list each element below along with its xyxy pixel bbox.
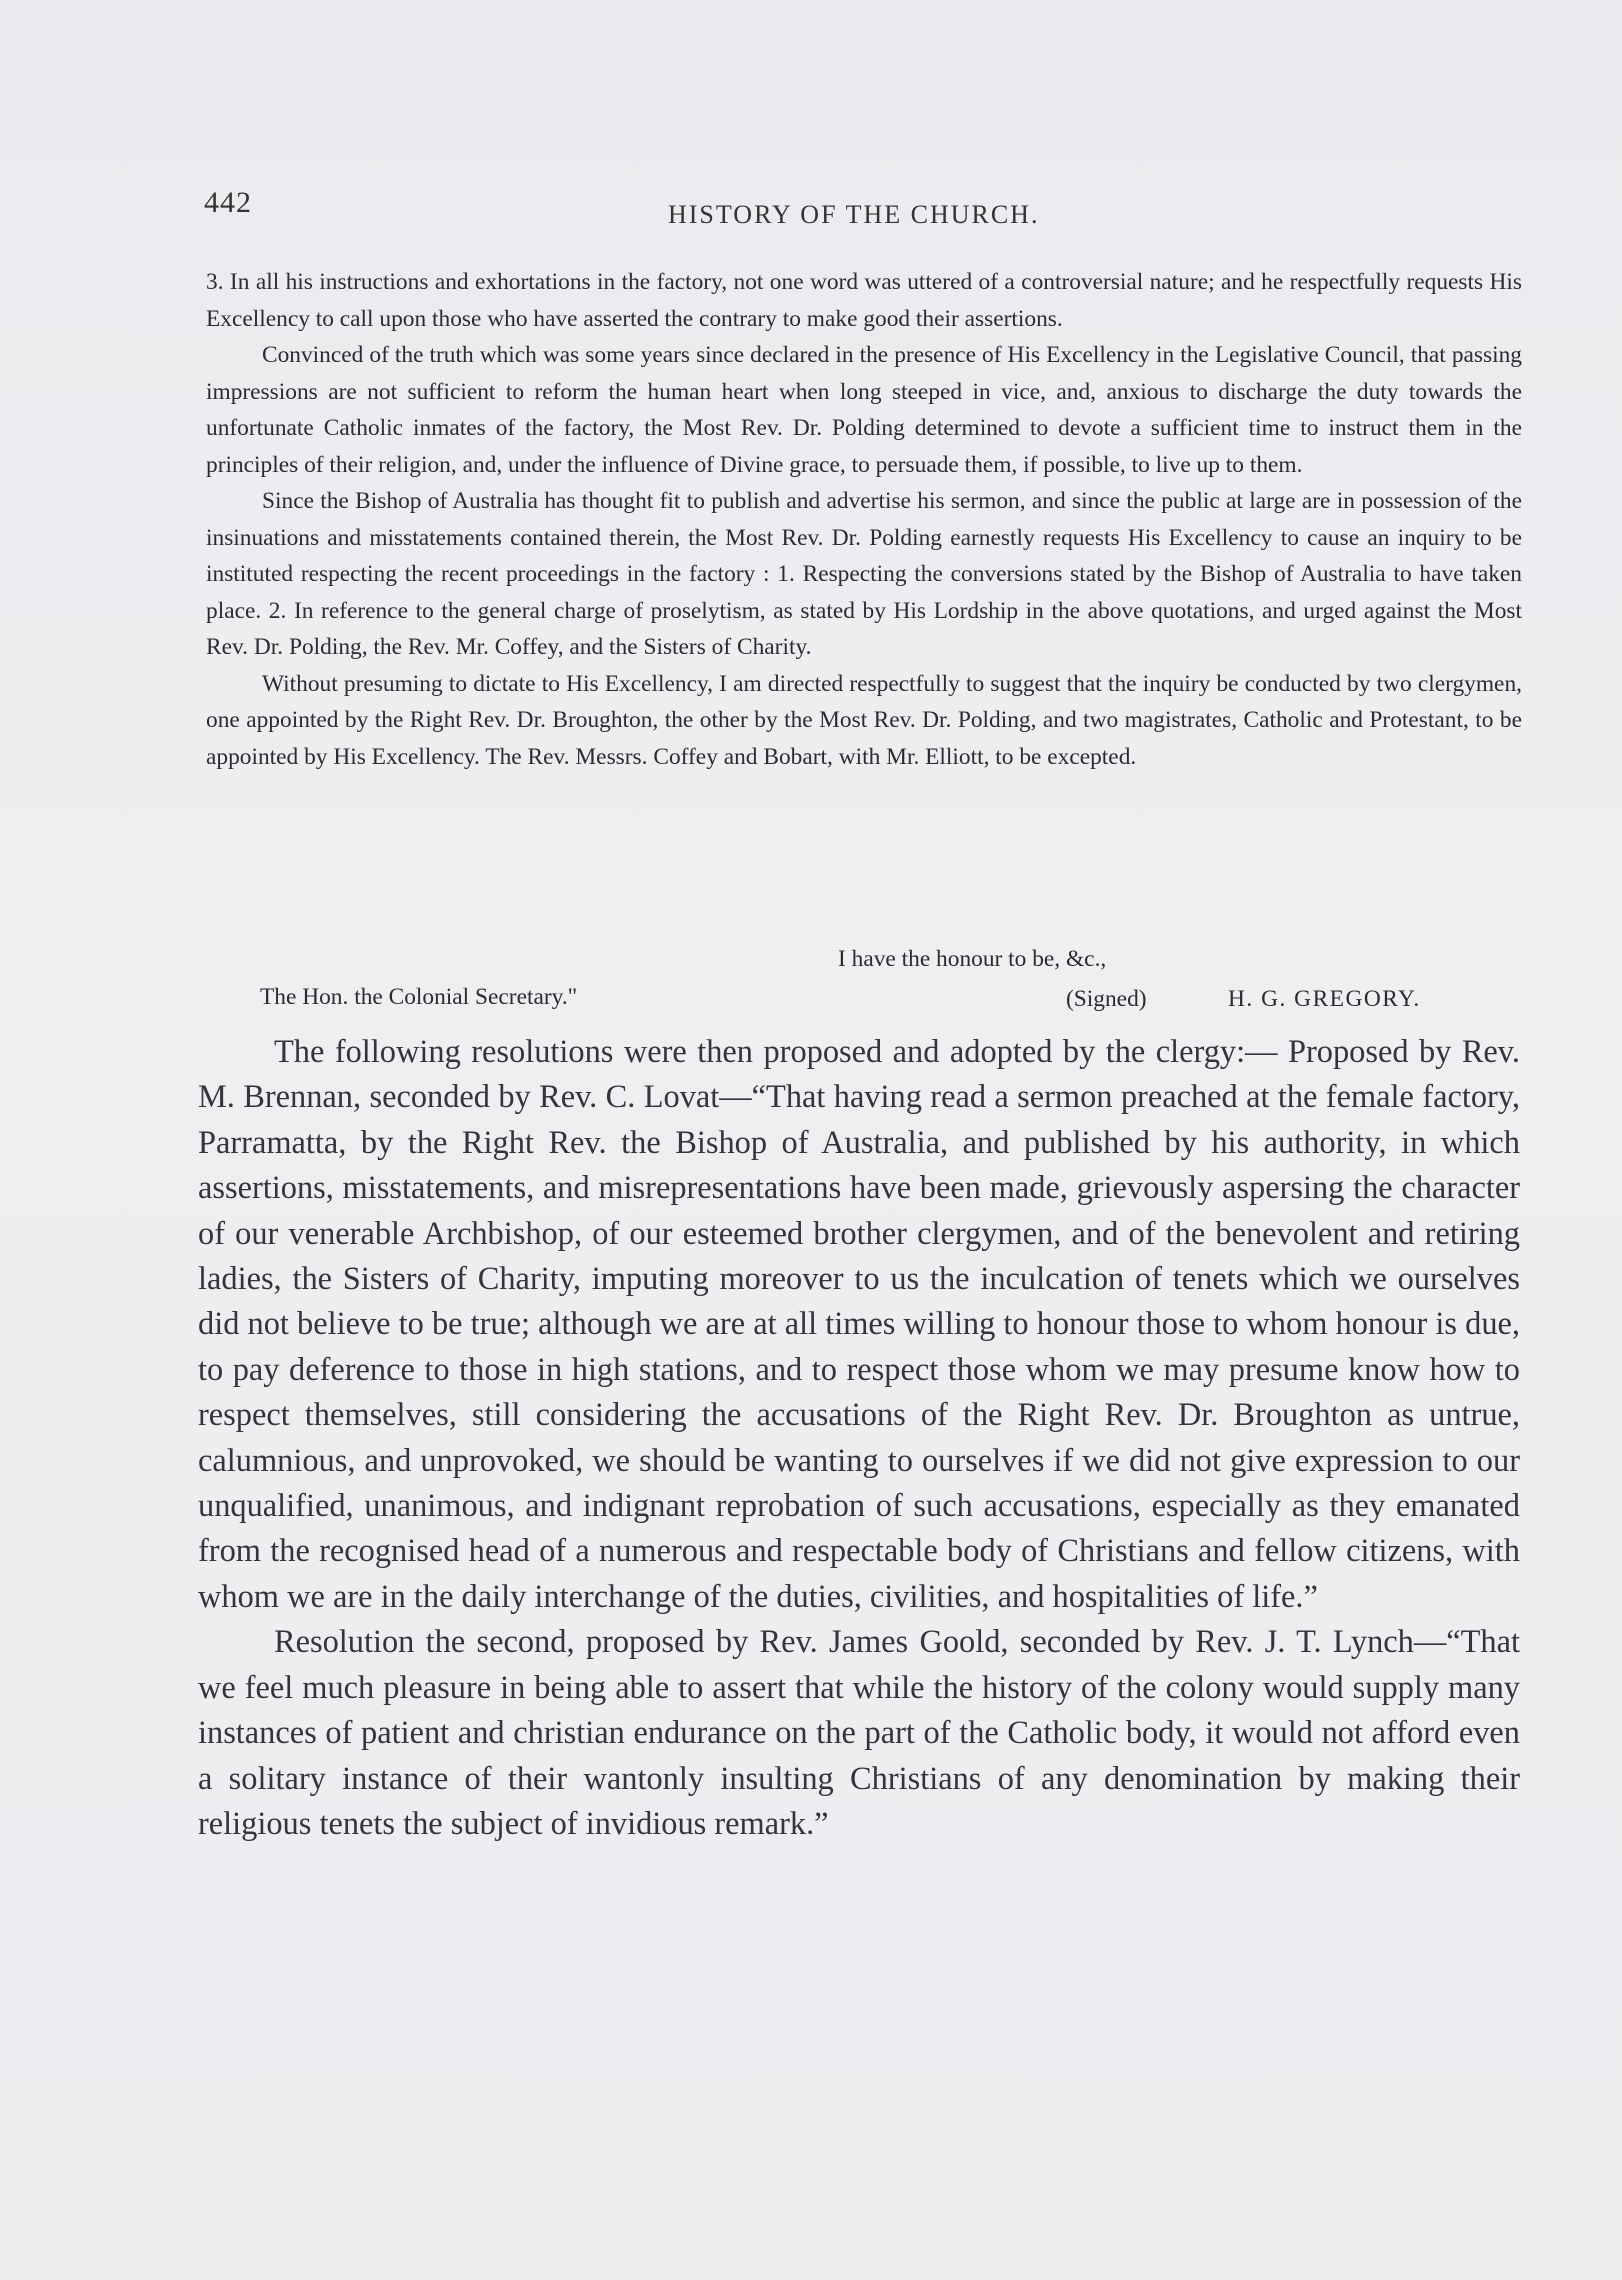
running-title: HISTORY OF THE CHURCH.: [668, 200, 1040, 229]
signed-label: (Signed): [1066, 986, 1147, 1012]
signature: H. G. GREGORY.: [1228, 986, 1421, 1012]
letter-paragraph: Since the Bishop of Australia has thought fit to publish and advertise his sermon, and since the public at large are in possession of the insinuations and misstatements contained therein, the Most Rev. Dr. Polding earnestly requests His Excellency to cause an inquiry to be instituted respecting the recent proceedings in the factory : 1. Respecting the conversions stated by the Bishop of Australia to have taken place. 2. In reference to the general charge of proselytism, as stated by His Lordship in the above quotations, and urged against the Most Rev. Dr. Polding, the Rev. Mr. Coffey, and the Sisters of Charity.: [206, 488, 1522, 660]
letter-closing: I have the honour to be, &c.,: [838, 946, 1107, 972]
page-number: 442: [204, 186, 252, 219]
letter-paragraph: Convinced of the truth which was some years since declared in the presence of His Excellency in the Legislative Council, that passing impressions are not sufficient to reform the human heart when long steeped in vice, and, anxious to discharge the duty towards the unfortunate Catholic inmates of the factory, the Most Rev. Dr. Polding determined to devote a sufficient time to instruct them in the principles of their religion, and, under the influence of Divine grace, to persuade them, if possible, to live up to them.: [206, 342, 1522, 478]
main-text: [198, 1030, 1520, 1847]
body-paragraph: Resolution the second, proposed by Rev. James Goold, seconded by Rev. J. T. Lynch—“That we feel much pleasure in being able to assert that while the history of the colony would supply many instances of patient and christian endurance on the part of the Catholic body, it would not afford even a solitary instance of their wantonly insulting Christians of any denomination by making their religious tenets the subject of invidious remark.”: [198, 1624, 1520, 1842]
letter-text: [206, 264, 1522, 775]
body-paragraph: The following resolutions were then proposed and adopted by the clergy:— Proposed by Rev. M. Brennan, seconded by Rev. C. Lovat—“That having read a sermon preached at the female factory, Parramatta, by the Right Rev. the Bishop of Australia, and published by his authority, in which assertions, misstatements, and misrepresentations have been made, grievously aspersing the character of our venerable Archbishop, of our esteemed brother clergymen, and of the benevolent and retiring ladies, the Sisters of Charity, imputing moreover to us the inculcation of tenets which we ourselves did not believe to be true; although we are at all times willing to honour those to whom honour is due, to pay deference to those in high stations, and to respect those whom we may presume know how to respect themselves, still considering the accusations of the Right Rev. Dr. Broughton as untrue, calumnious, and unprovoked, we should be wanting to ourselves if we did not give expression to our unqualified, unanimous, and indignant reprobation of such accusations, especially as they emanated from the recognised head of a numerous and respectable body of Christians and fellow citizens, with whom we are in the daily interchange of the duties, civilities, and hospitalities of life.”: [198, 1034, 1520, 1615]
letter-paragraph: Without presuming to dictate to His Excellency, I am directed respectfully to suggest that the inquiry be conducted by two clergymen, one appointed by the Right Rev. Dr. Broughton, the other by the Most Rev. Dr. Polding, and two magistrates, Catholic and Protestant, to be appointed by His Excellency. The Rev. Messrs. Coffey and Bobart, with Mr. Elliott, to be excepted.: [206, 670, 1522, 770]
letter-addressee: The Hon. the Colonial Secretary.": [260, 984, 578, 1010]
letter-paragraph: 3. In all his instructions and exhortations in the factory, not one word was uttered of a controversial nature; and he respectfully requests His Excellency to call upon those who have asserted the contrary to make good their assertions.: [206, 269, 1522, 332]
